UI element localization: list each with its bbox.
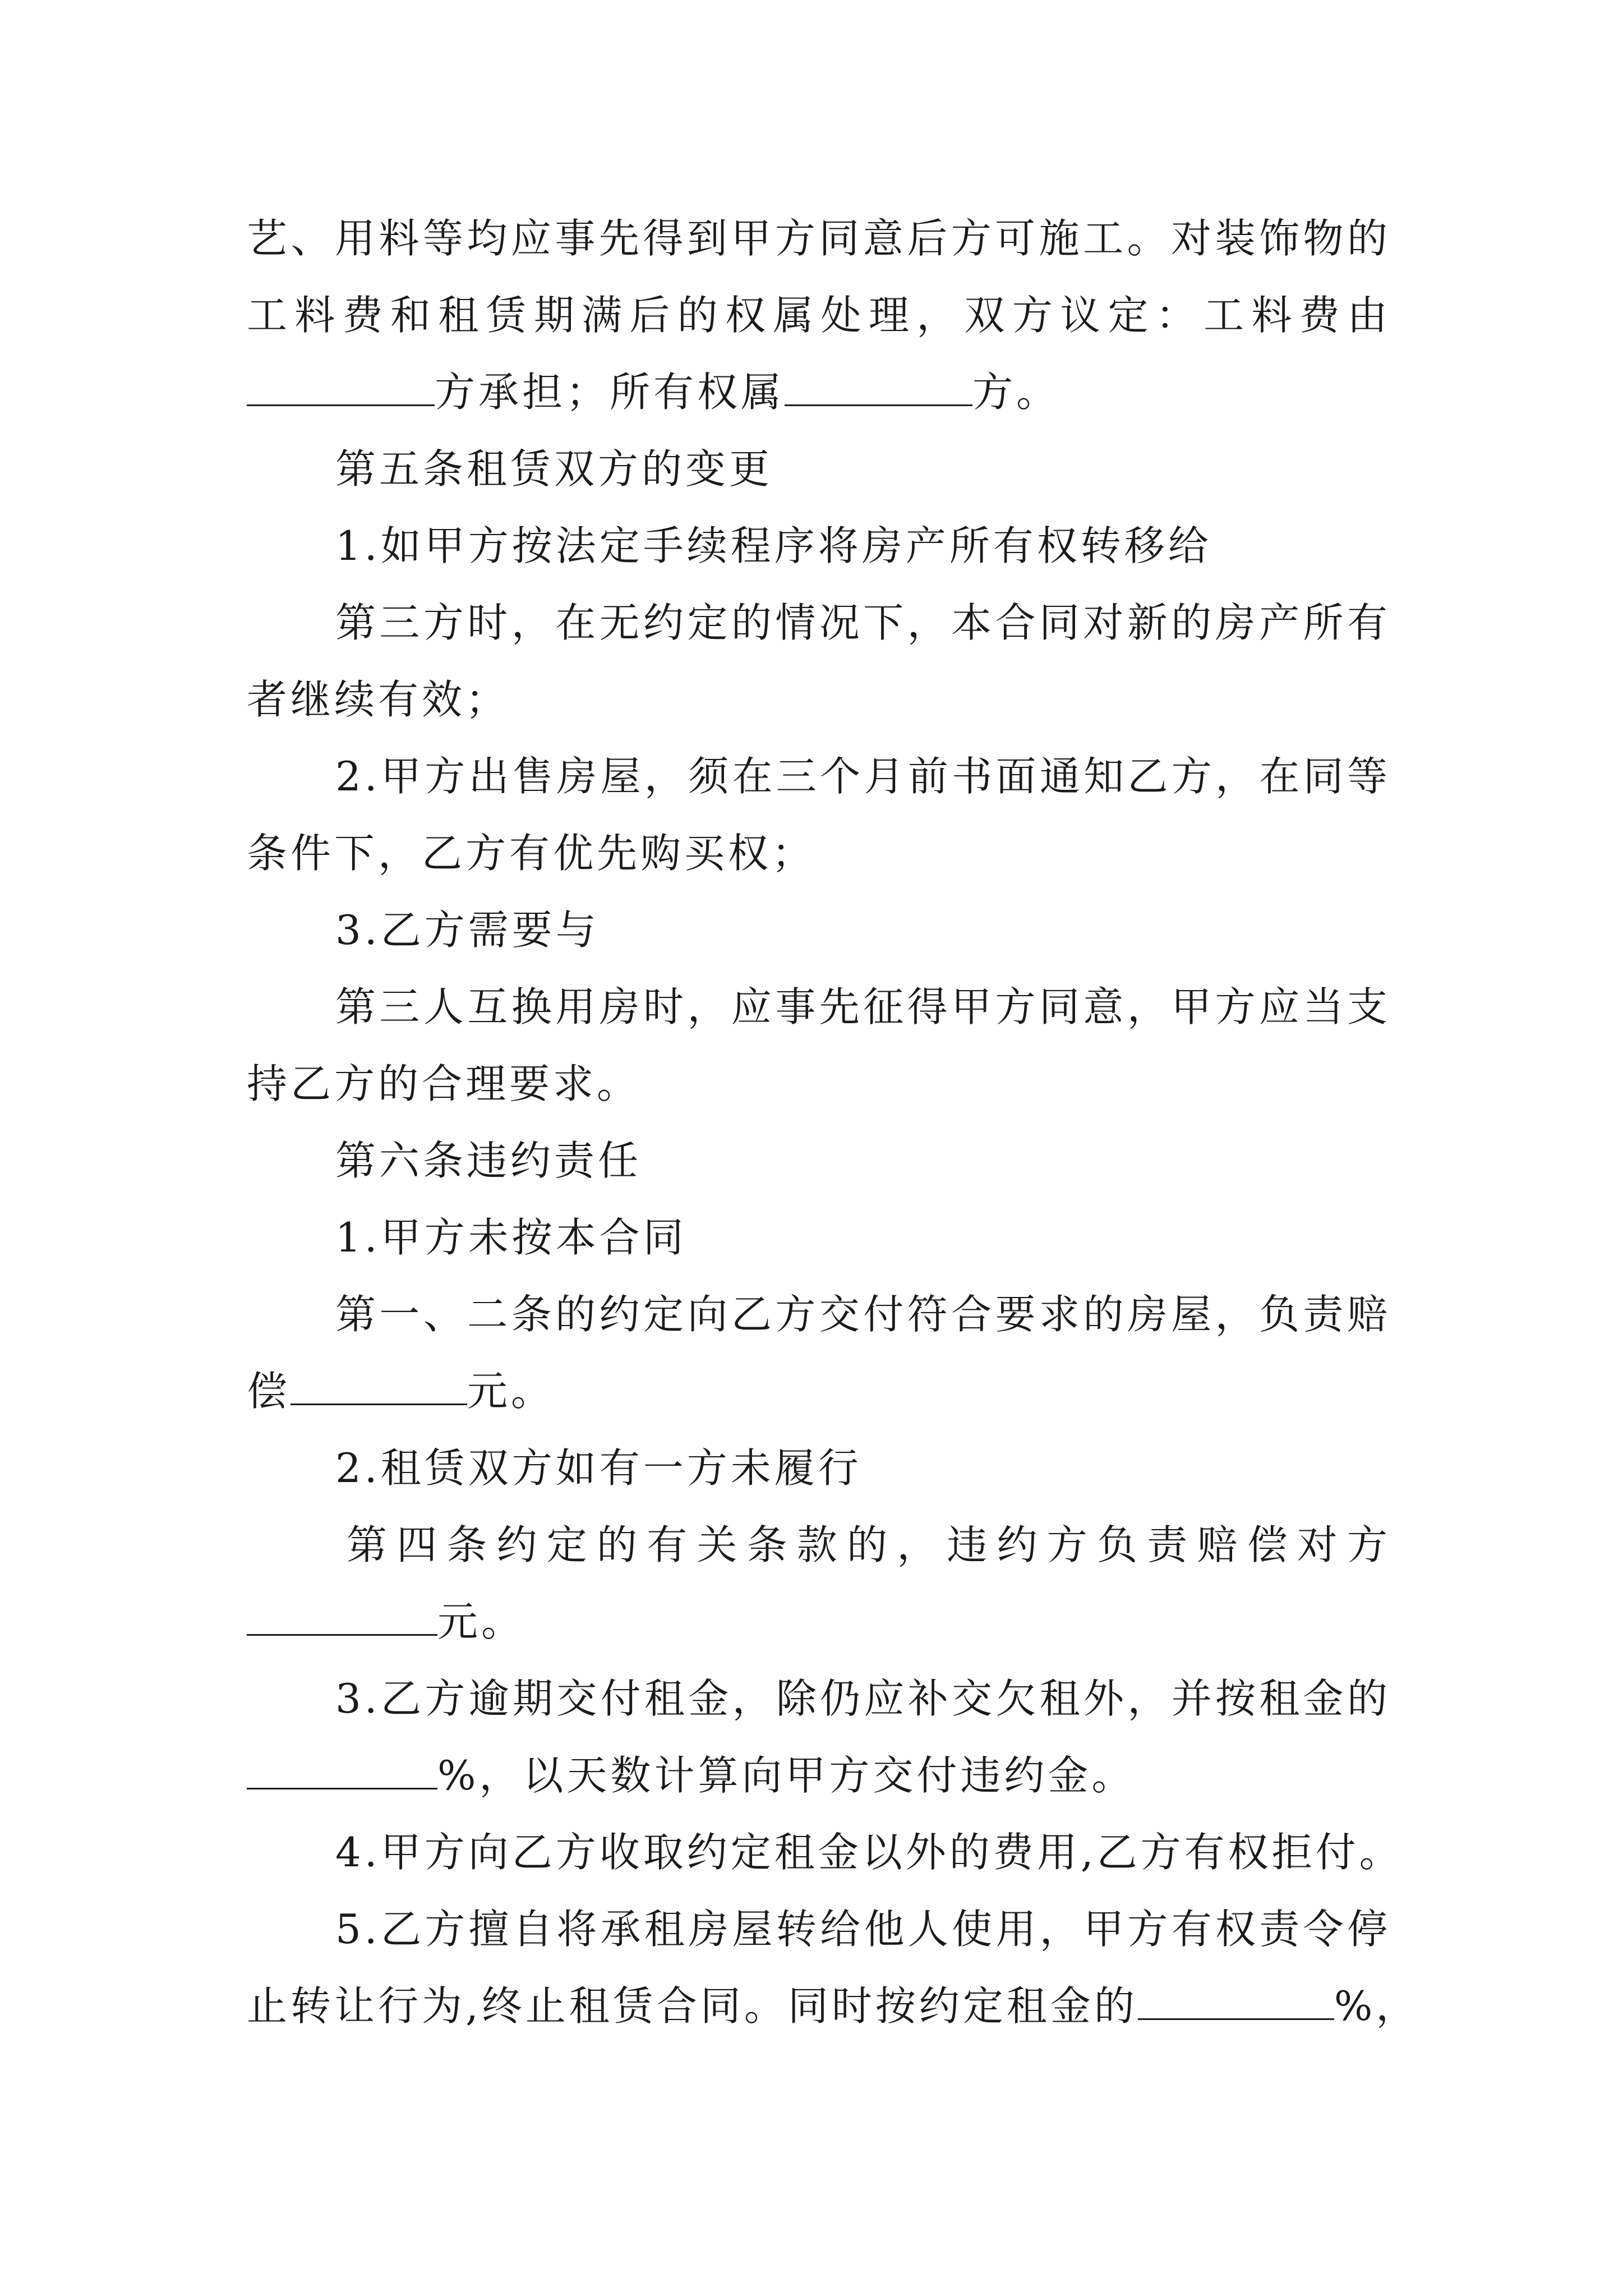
- blank-field[interactable]: [291, 1364, 467, 1405]
- text-line-21: [247, 1747, 1391, 1803]
- text-fragment: 止转让行为,终止租赁合同。同时按约定租金的: [247, 1982, 1138, 2030]
- text-line-7: 者继续有效；: [247, 676, 510, 723]
- blank-field[interactable]: [785, 365, 972, 406]
- section-heading-5: 第五条租赁双方的变更: [335, 445, 773, 493]
- text-line-12: 持乙方的合理要求。: [247, 1060, 641, 1107]
- blank-field[interactable]: [1138, 1979, 1334, 2020]
- text-fragment: 元。: [467, 1368, 555, 1415]
- text-line-10: 3.乙方需要与: [335, 907, 600, 954]
- section-heading-6: 第六条违约责任: [335, 1137, 642, 1184]
- text-line-23: 5.乙方擅自将承租房屋转给他人使用，甲方有权责令停: [335, 1906, 1391, 1953]
- text-fragment: 偿: [247, 1368, 291, 1415]
- text-fragment: %，以天数计算向甲方交付违约金。: [437, 1752, 1136, 1799]
- text-line-16: [247, 1363, 1391, 1419]
- text-line-5: 1.如甲方按法定手续程序将房产所有权转移给: [335, 522, 1212, 569]
- text-line-22: 4.甲方向乙方收取约定租金以外的费用,乙方有权拒付。: [335, 1829, 1403, 1876]
- text-line-18: 第四条约定的有关条款的，违约方负责赔偿对方: [347, 1521, 1391, 1568]
- text-line-9: 条件下，乙方有优先购买权；: [247, 830, 816, 877]
- text-line-6: 第三方时，在无约定的情况下，本合同对新的房产所有: [335, 599, 1391, 646]
- text-fragment: 方承担；所有权属: [435, 369, 785, 416]
- text-fragment: %，: [1334, 1982, 1420, 2030]
- text-fragment: 方。: [972, 369, 1061, 416]
- text-line-14: 1.甲方未按本合同: [335, 1214, 687, 1261]
- text-line-3: [247, 364, 1391, 420]
- text-line-8: 2.甲方出售房屋，须在三个月前书面通知乙方，在同等: [335, 753, 1391, 800]
- text-line-15: 第一、二条的约定向乙方交付符合要求的房屋，负责赔: [335, 1291, 1391, 1338]
- text-line-11: 第三人互换用房时，应事先征得甲方同意，甲方应当支: [335, 983, 1391, 1030]
- text-line-2: 工料费和租赁期满后的权属处理，双方议定：工料费由: [247, 292, 1391, 339]
- text-line-17: 2.租赁双方如有一方未履行: [335, 1444, 862, 1492]
- text-line-19: [247, 1594, 1391, 1650]
- text-line-24: [247, 1978, 1420, 2034]
- text-fragment: 元。: [437, 1598, 525, 1645]
- text-line-1: 艺、用料等均应事先得到甲方同意后方可施工。对装饰物的: [247, 215, 1391, 262]
- blank-field[interactable]: [247, 365, 435, 406]
- text-line-20: 3.乙方逾期交付租金，除仍应补交欠租外，并按租金的: [335, 1675, 1391, 1722]
- blank-field[interactable]: [247, 1595, 437, 1636]
- blank-field[interactable]: [247, 1749, 437, 1789]
